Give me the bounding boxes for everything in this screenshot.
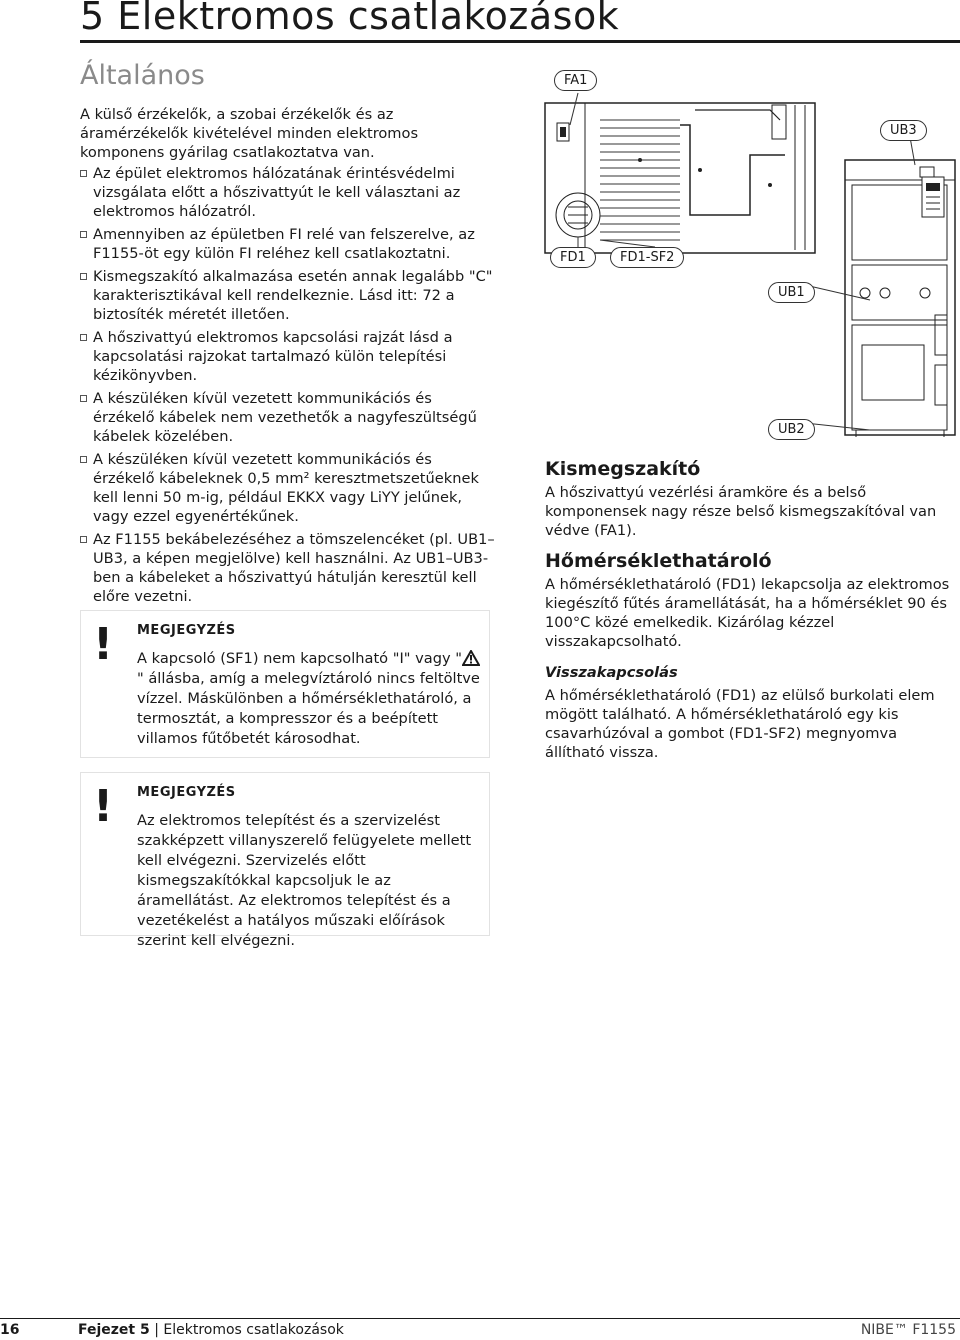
section-title: Általános bbox=[80, 60, 205, 91]
list-item: Az épület elektromos hálózatának érintésvédelmi vizsgálata előtt a hőszivattyút le kell választani az elektromos hálózatról. bbox=[80, 164, 495, 221]
list-item: Amennyiben az épületben FI relé van felszerelve, az F1155-öt egy külön FI reléhez kell csatlakoztatni. bbox=[80, 225, 495, 263]
chapter-title: 5 Elektromos csatlakozások bbox=[80, 0, 620, 38]
homerseklet-heading: Hőmérséklethatároló bbox=[545, 550, 772, 572]
kismegszakito-heading: Kismegszakító bbox=[545, 458, 701, 480]
callout-fd1: FD1 bbox=[550, 247, 596, 268]
left-column bbox=[80, 105, 495, 610]
list-item: A hőszivattyú elektromos kapcsolási rajzát lásd a kapcsolatási rajzokat tartalmazó külön telepítési kézikönyvben. bbox=[80, 328, 495, 385]
footer-rule bbox=[0, 1318, 960, 1319]
homerseklet-text: A hőmérséklethatároló (FD1) lekapcsolja az elektromos kiegészítő fűtés áramellátását, ha a hőmérséklet 90 és 100°C közé emelkedik. Kizárólag kézzel visszakapcsolható. bbox=[545, 576, 950, 650]
bullet-list bbox=[80, 164, 495, 606]
note-text-before: A kapcsoló (SF1) nem kapcsolható "I" vagy " bbox=[137, 650, 462, 667]
note-box bbox=[80, 610, 490, 758]
callout-ub1: UB1 bbox=[768, 282, 815, 303]
page-number: 16 bbox=[0, 1322, 20, 1338]
callout-fa1: FA1 bbox=[554, 70, 597, 91]
list-item: Kismegszakító alkalmazása esetén annak legalább "C" karakterisztikával kell rendelkeznie. Lásd itt: 72 a biztosíték méretét illetően. bbox=[80, 267, 495, 324]
note-text: Az elektromos telepítést és a szervizelést szakképzett villanyszerelő felügyelete mellett kell elvégezni. Szervizelés előtt kismegszakítókkal kapcsoljuk le az áramellátást. Az elektromos telepítést és a vezetékelést a hatályos műszaki előírások szerint kell elvégezni. bbox=[137, 812, 472, 949]
intro-paragraph: A külső érzékelők, a szobai érzékelők és az áramérzékelők kivételével minden elektromos komponens gyárilag csatlakoztatva van. bbox=[80, 106, 419, 161]
kismegszakito-text: A hőszivattyú vezérlési áramköre és a belső komponensek nagy része belső kismegszakítóval van védve (FA1). bbox=[545, 484, 937, 539]
note-heading: MEGJEGYZÉS bbox=[137, 623, 236, 638]
footer-chapter bbox=[78, 1322, 344, 1338]
visszakapcsolas-heading: Visszakapcsolás bbox=[545, 664, 678, 681]
chapter-rule bbox=[80, 40, 960, 43]
footer-chapter-label: Fejezet 5 bbox=[78, 1322, 150, 1338]
warning-triangle-icon bbox=[462, 650, 480, 666]
note-text-after: " állásba, amíg a melegvíztároló nincs feltöltve vízzel. Máskülönben a hőmérséklethatároló, a termosztát, a kompresszor és a beépített villamos fűtőbetét károsodhat. bbox=[137, 670, 480, 747]
note-text bbox=[137, 649, 482, 749]
visszakapcsolas-text: A hőmérséklethatároló (FD1) az elülső burkolati elem mögött található. A hőmérséklethatároló egy kis csavarhúzóval a gombot (FD1-SF2) megnyomva állítható vissza. bbox=[545, 687, 935, 761]
footer-brand: NIBE™ F1155 bbox=[860, 1322, 956, 1338]
exclamation-icon: ! bbox=[93, 619, 114, 670]
heat-pump-figure bbox=[540, 65, 960, 465]
note-heading: MEGJEGYZÉS bbox=[137, 785, 236, 800]
callout-ub2: UB2 bbox=[768, 419, 815, 440]
footer-chapter-name: Elektromos csatlakozások bbox=[163, 1322, 344, 1338]
exclamation-icon: ! bbox=[93, 781, 114, 832]
right-column bbox=[545, 460, 960, 774]
list-item: A készüléken kívül vezetett kommunikációs és érzékelő kábeleknek 0,5 mm² keresztmetszetűeknek kell lenni 50 m-ig, például EKKX vagy LiYY jelűnek, vagy ezzel egyenértékűnek. bbox=[80, 450, 495, 526]
note-box bbox=[80, 772, 490, 949]
list-item: A készüléken kívül vezetett kommunikációs és érzékelő kábelek nem vezethetők a nagyfeszültségű kábelek közelében. bbox=[80, 389, 495, 446]
list-item: Az F1155 bekábelezéséhez a tömszelencéket (pl. UB1–UB3, a képen megjelölve) kell használni. Az UB1–UB3-ben a kábeleket a hőszivattyú hátulján keresztül kell előre vezetni. bbox=[80, 530, 495, 606]
callout-ub3: UB3 bbox=[880, 120, 927, 141]
callout-fd1-sf2: FD1-SF2 bbox=[610, 247, 684, 268]
footer-separator: | bbox=[149, 1322, 164, 1338]
